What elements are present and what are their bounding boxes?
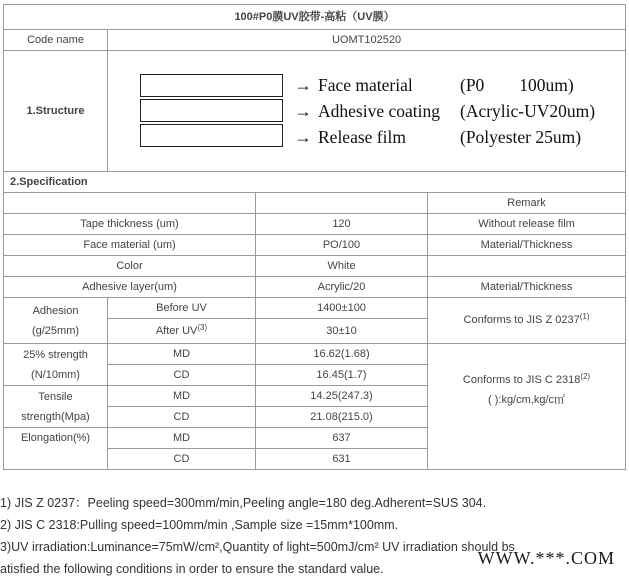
code-name-value: UOMT102520 bbox=[108, 30, 626, 51]
specification-label: 2.Specification bbox=[4, 172, 626, 193]
strength-cd-value: 16.45(1.7) bbox=[256, 365, 428, 386]
arrow-icon: → bbox=[294, 127, 312, 147]
row-item: Adhesive layer(um) bbox=[4, 277, 256, 298]
layer-spec: (Acrylic-UV20um) bbox=[460, 101, 596, 121]
structure-label: 1.Structure bbox=[4, 51, 108, 172]
layer-name: Release film bbox=[318, 127, 406, 147]
arrow-icon: → bbox=[294, 75, 312, 95]
document-title: 100#P0膜UV胶带-高粘（UV膜） bbox=[4, 5, 626, 30]
row-remark: Material/Thickness bbox=[428, 277, 626, 298]
row-value: 120 bbox=[256, 214, 428, 235]
layer-spec: (Polyester 25um) bbox=[460, 127, 582, 147]
row-remark: Without release film bbox=[428, 214, 626, 235]
face-material-layer-box bbox=[140, 74, 283, 97]
footnote-2: 2) JIS C 2318:Pulling speed=100mm/min ,Sample size =15mm*100mm. bbox=[0, 518, 399, 532]
before-uv-value: 1400±100 bbox=[256, 298, 428, 319]
elongation-cd-value: 631 bbox=[256, 449, 428, 470]
tensile-cd-value: 21.08(215.0) bbox=[256, 407, 428, 428]
tensile-cd-label: CD bbox=[108, 407, 256, 428]
header-blank-item bbox=[4, 193, 256, 214]
jis-c-remark bbox=[428, 344, 626, 470]
strength-label-unit: (N/10mm) bbox=[31, 368, 80, 381]
tensile-md-value: 14.25(247.3) bbox=[256, 386, 428, 407]
tensile-label-line: Tensile bbox=[38, 390, 73, 403]
adhesion-label bbox=[4, 298, 108, 344]
code-name-label: Code name bbox=[4, 30, 108, 51]
row-value: Acrylic/20 bbox=[256, 277, 428, 298]
remark-header: Remark bbox=[428, 193, 626, 214]
adhesion-remark bbox=[428, 298, 626, 344]
tensile-md-label: MD bbox=[108, 386, 256, 407]
strength-md-label: MD bbox=[108, 344, 256, 365]
spec-table bbox=[3, 4, 626, 470]
footnote-3-continued: atisfied the following conditions in order to ensure the standard value. bbox=[0, 562, 384, 576]
after-uv-label-text: After UV bbox=[155, 324, 198, 337]
row-item: Tape thickness (um) bbox=[4, 214, 256, 235]
structure-diagram bbox=[108, 51, 626, 172]
elongation-label: Elongation(%) bbox=[4, 428, 108, 470]
layer-name: Face material bbox=[318, 75, 413, 95]
adhesion-remark-text: Conforms to JIS Z 0237 bbox=[463, 314, 580, 326]
watermark: WWW.***.COM bbox=[477, 548, 615, 568]
adhesive-layer-box bbox=[140, 99, 283, 122]
before-uv-label: Before UV bbox=[108, 298, 256, 319]
after-uv-label-sup: (3) bbox=[197, 322, 208, 332]
footnote-3: 3)UV irradiation:Luminance=75mW/cm²,Quantity of light=500mJ/cm² UV irradiation should bs bbox=[0, 540, 515, 554]
arrow-icon: → bbox=[294, 101, 312, 121]
tensile-label bbox=[4, 386, 108, 428]
elongation-cd-label: CD bbox=[108, 449, 256, 470]
strength-label bbox=[4, 344, 108, 386]
row-remark bbox=[428, 256, 626, 277]
footnote-1: 1) JIS Z 0237：Peeling speed=300mm/min,Peeling angle=180 deg.Adherent=SUS 304. bbox=[0, 496, 487, 510]
jis-c-remark-text: Conforms to JIS C 2318 bbox=[462, 374, 581, 386]
jis-c-remark-units: ( ):kg/cm,kg/c㎡ bbox=[488, 394, 566, 406]
layer-line-release-film bbox=[288, 125, 582, 149]
layer-name: Adhesive coating bbox=[318, 101, 440, 121]
row-item: Face material (um) bbox=[4, 235, 256, 256]
header-blank-value bbox=[256, 193, 428, 214]
elongation-md-value: 637 bbox=[256, 428, 428, 449]
row-value: PO/100 bbox=[256, 235, 428, 256]
strength-md-value: 16.62(1.68) bbox=[256, 344, 428, 365]
elongation-md-label: MD bbox=[108, 428, 256, 449]
row-value: White bbox=[256, 256, 428, 277]
tensile-label-unit: strength(Mpa) bbox=[21, 410, 90, 423]
layer-spec: (P0 100um) bbox=[460, 75, 574, 95]
after-uv-value: 30±10 bbox=[256, 319, 428, 344]
strength-cd-label: CD bbox=[108, 365, 256, 386]
after-uv-label bbox=[108, 319, 256, 344]
release-film-layer-box bbox=[140, 124, 283, 147]
layer-line-adhesive bbox=[288, 99, 596, 123]
row-remark: Material/Thickness bbox=[428, 235, 626, 256]
adhesion-label-unit: (g/25mm) bbox=[31, 324, 80, 337]
layer-line-face-material bbox=[288, 73, 574, 97]
row-item: Color bbox=[4, 256, 256, 277]
jis-c-remark-sup: (2) bbox=[580, 372, 591, 381]
adhesion-label-line: Adhesion bbox=[32, 304, 79, 317]
adhesion-remark-sup: (1) bbox=[579, 312, 590, 321]
strength-label-line: 25% strength bbox=[23, 348, 88, 361]
